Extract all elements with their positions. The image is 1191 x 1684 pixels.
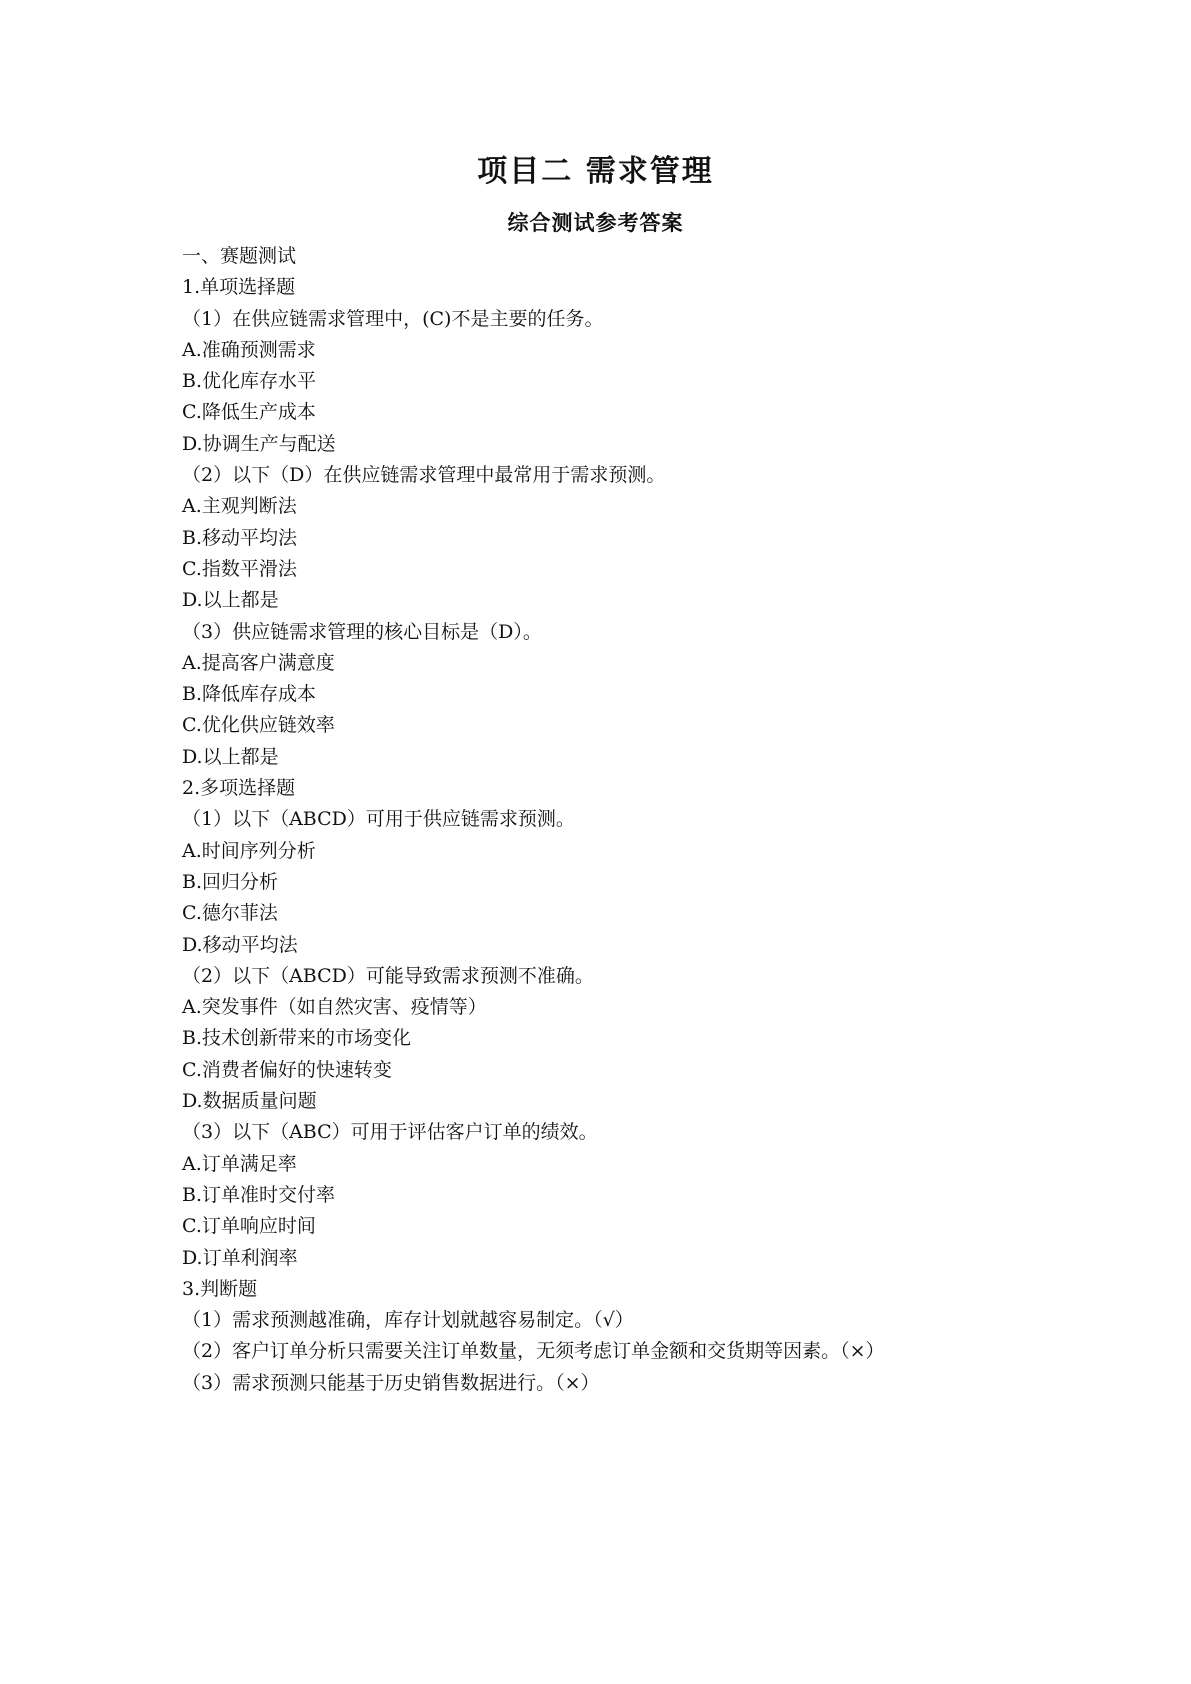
option: B.优化库存水平 (182, 370, 317, 393)
subsection-heading: 3.判断题 (182, 1277, 258, 1300)
option: D.数据质量问题 (182, 1090, 317, 1113)
section-heading: 一、赛题测试 (182, 245, 297, 267)
option: C.德尔菲法 (182, 902, 278, 925)
option: C.消费者偏好的快速转变 (182, 1058, 392, 1081)
question: （2）以下（ABCD）可能导致需求预测不准确。 (182, 964, 594, 987)
option: B.技术创新带来的市场变化 (182, 1027, 412, 1050)
document-body (182, 241, 1002, 1399)
option: C.降低生产成本 (182, 401, 316, 424)
page-subtitle: 综合测试参考答案 (507, 211, 684, 235)
question: （3）供应链需求管理的核心目标是（D）。 (182, 620, 542, 643)
option: A.时间序列分析 (182, 839, 316, 862)
question: （1）以下（ABCD）可用于供应链需求预测。 (182, 808, 575, 831)
question: （2）以下（D）在供应链需求管理中最常用于需求预测。 (182, 464, 666, 487)
option: D.以上都是 (182, 589, 279, 612)
question: （3）以下（ABC）可用于评估客户订单的绩效。 (182, 1121, 598, 1144)
option: D.订单利润率 (182, 1246, 298, 1269)
option: B.回归分析 (182, 870, 279, 893)
subsection-heading: 2.多项选择题 (182, 777, 296, 800)
option: A.主观判断法 (182, 495, 297, 518)
option: D.移动平均法 (182, 933, 298, 956)
option: D.以上都是 (182, 745, 279, 768)
option: B.降低库存成本 (182, 683, 317, 706)
judgment-item: （3）需求预测只能基于历史销售数据进行。（×） (182, 1371, 600, 1394)
option: A.突发事件（如自然灾害、疫情等） (182, 996, 487, 1019)
option: C.订单响应时间 (182, 1215, 316, 1238)
page-title: 项目二 需求管理 (477, 154, 714, 189)
option: C.指数平滑法 (182, 557, 297, 580)
option: A.订单满足率 (182, 1152, 297, 1175)
option: A.提高客户满意度 (182, 651, 335, 674)
option: B.移动平均法 (182, 526, 298, 549)
judgment-item: （2）客户订单分析只需要关注订单数量，无须考虑订单金额和交货期等因素。（×） (182, 1340, 885, 1363)
subsection-heading: 1.单项选择题 (182, 276, 296, 299)
judgment-item: （1）需求预测越准确，库存计划就越容易制定。（√） (182, 1309, 634, 1332)
option: D.协调生产与配送 (182, 432, 336, 455)
option: A.准确预测需求 (182, 338, 316, 361)
question: （1）在供应链需求管理中，(C)不是主要的任务。 (182, 307, 604, 330)
option: C.优化供应链效率 (182, 714, 335, 737)
option: B.订单准时交付率 (182, 1183, 336, 1206)
